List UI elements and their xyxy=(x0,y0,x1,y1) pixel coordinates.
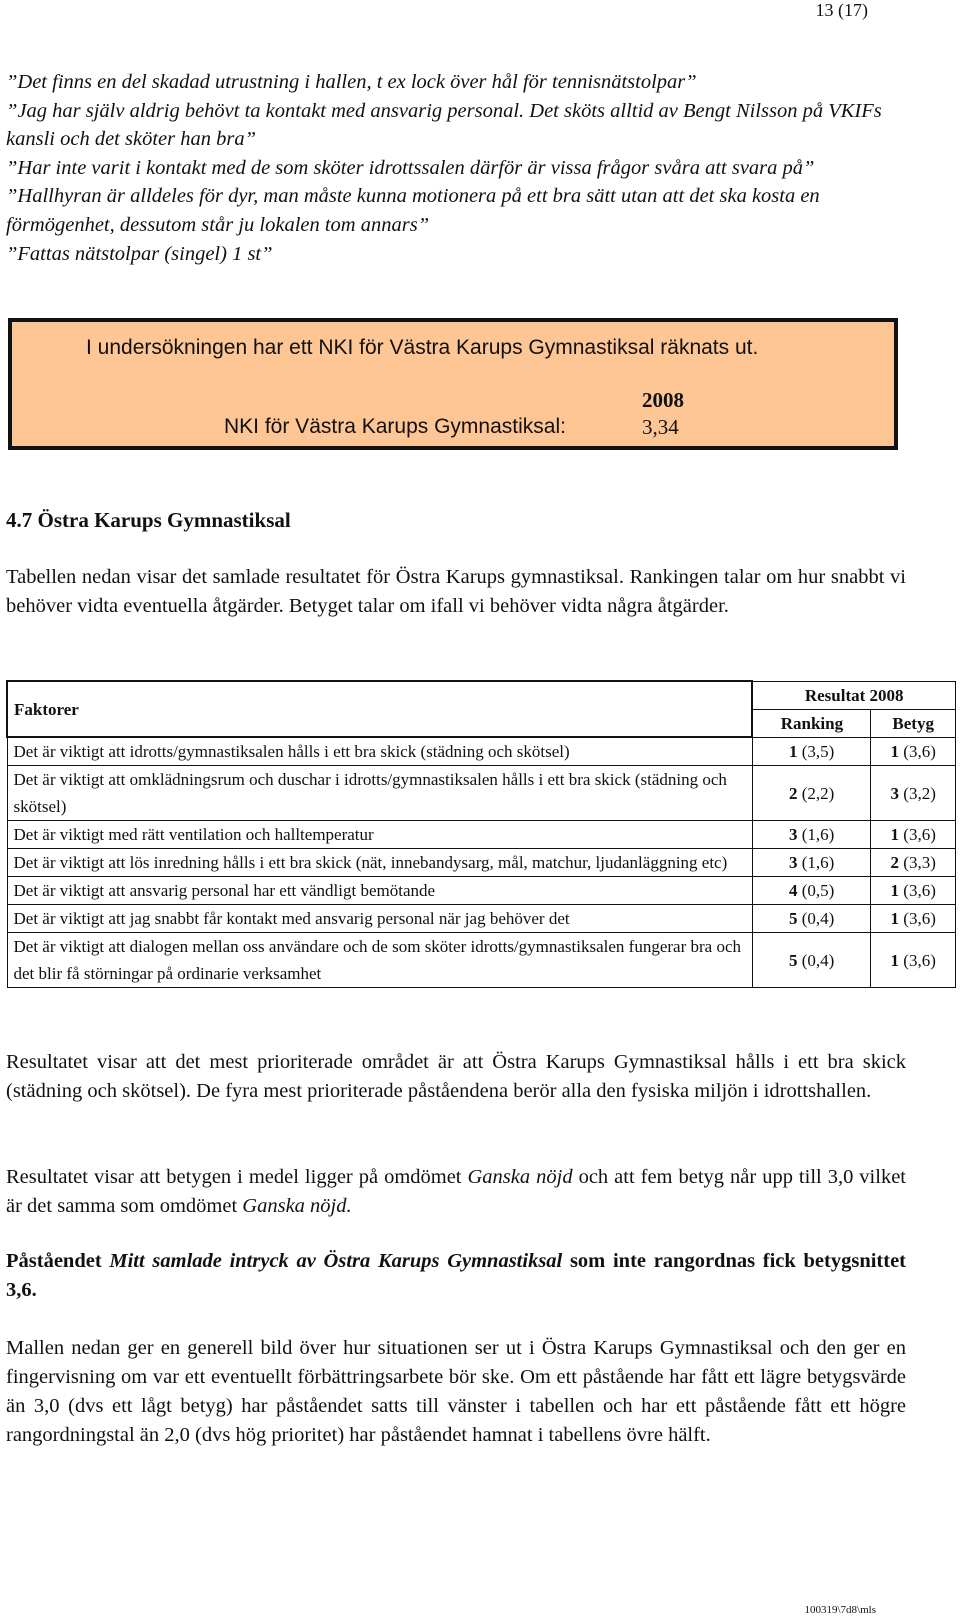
result-paragraph-2: Resultatet visar att betygen i medel ligger på omdömet Ganska nöjd och att fem betyg når upp till 3,0 vilket är det samma som omdömet Ganska nöjd. xyxy=(6,1166,906,1217)
quote: ”Har inte varit i kontakt med de som sköter idrottssalen därför är vissa frågor svåra att svara på” xyxy=(6,156,815,179)
ranking-cell: 2 (2,2) xyxy=(752,766,870,821)
result-header: Resultat 2008 xyxy=(752,681,955,709)
betyg-cell: 1 (3,6) xyxy=(871,905,956,933)
ranking-cell: 4 (0,5) xyxy=(752,877,870,905)
betyg-cell: 1 (3,6) xyxy=(871,737,956,766)
factor-cell: Det är viktigt att lös inredning hålls i ett bra skick (nät, innebandysarg, mål, matchur, ljudanläggning etc) xyxy=(7,849,752,877)
quote: ”Jag har själv aldrig behövt ta kontakt med ansvarig personal. Det sköts alltid av Bengt Nilsson på VKIFs kansli och det sköter han bra” xyxy=(6,99,882,151)
results-table xyxy=(6,680,956,988)
table-row xyxy=(7,849,956,877)
betyg-cell: 2 (3,3) xyxy=(871,849,956,877)
overall-impression-paragraph: Påståendet Mitt samlade intryck av Östra Karups Gymnastiksal som inte rangordnas fick betygsnittet 3,6. xyxy=(6,1250,906,1301)
table-row xyxy=(7,877,956,905)
ranking-header: Ranking xyxy=(752,709,870,737)
quote: ”Det finns en del skadad utrustning i hallen, t ex lock över hål för tennisnätstolpar” xyxy=(6,71,697,93)
factor-cell: Det är viktigt att jag snabbt får kontakt med ansvarig personal när jag behöver det xyxy=(7,905,752,933)
quote: ”Fattas nätstolpar (singel) 1 st” xyxy=(6,242,273,265)
betyg-cell: 1 (3,6) xyxy=(871,821,956,849)
nki-value: 3,34 xyxy=(642,415,679,439)
footer-reference: 100319\7d8\mls xyxy=(804,1604,876,1616)
table-row xyxy=(7,766,956,821)
nki-year: 2008 xyxy=(642,388,684,412)
ranking-cell: 5 (0,4) xyxy=(752,905,870,933)
quote: ”Hallhyran är alldeles för dyr, man måste kunna motionera på ett bra sätt utan att det ska kosta en förmögenhet, dessutom står ju lokalen tom annars” xyxy=(6,185,820,236)
betyg-cell: 1 (3,6) xyxy=(871,877,956,905)
betyg-cell: 3 (3,2) xyxy=(871,766,956,821)
table-row xyxy=(7,905,956,933)
page-number: 13 (17) xyxy=(815,0,868,20)
table-row xyxy=(7,821,956,849)
factors-header: Faktorer xyxy=(7,681,752,737)
respondent-quotes xyxy=(6,68,906,268)
betyg-cell: 1 (3,6) xyxy=(871,933,956,988)
factor-cell: Det är viktigt med rätt ventilation och halltemperatur xyxy=(7,821,752,849)
ranking-cell: 5 (0,4) xyxy=(752,933,870,988)
factor-cell: Det är viktigt att ansvarig personal har ett vändligt bemötande xyxy=(7,877,752,905)
factor-cell: Det är viktigt att dialogen mellan oss användare och de som sköter idrotts/gymnastiksalen fungerar bra och det blir få störningar på ordinarie verksamhet xyxy=(7,933,752,988)
table-row xyxy=(7,737,956,766)
result-paragraph-1: Resultatet visar att det mest prioriterade området är att Östra Karups Gymnastiksal hålls i ett bra skick (städning och skötsel). De fyra mest prioriterade påståendena berör alla den fysiska miljön i idrottshallen. xyxy=(6,1051,906,1102)
section-heading: 4.7 Östra Karups Gymnastiksal xyxy=(6,508,291,532)
betyg-header: Betyg xyxy=(871,709,956,737)
ranking-cell: 1 (3,5) xyxy=(752,737,870,766)
factor-cell: Det är viktigt att omklädningsrum och duschar i idrotts/gymnastiksalen hålls i ett bra skick (städning och skötsel) xyxy=(7,766,752,821)
nki-intro-text: I undersökningen har ett NKI för Västra Karups Gymnastiksal räknats ut. xyxy=(86,336,759,359)
factor-cell: Det är viktigt att idrotts/gymnastiksalen hålls i ett bra skick (städning och skötsel) xyxy=(7,737,752,766)
ranking-cell: 3 (1,6) xyxy=(752,849,870,877)
table-row xyxy=(7,933,956,988)
nki-summary-box xyxy=(8,318,898,450)
intro-paragraph: Tabellen nedan visar det samlade resultatet för Östra Karups gymnastiksal. Rankingen talar om hur snabbt vi behöver vidta eventuella åtgärder. Betyget talar om ifall vi behöver vidta några åtgärder. xyxy=(6,566,906,617)
template-paragraph: Mallen nedan ger en generell bild över hur situationen ser ut i Östra Karups Gymnastiksal och den ger en fingervisning om var ett eventuellt förbättringsarbete bör ske. Om ett påstående har fått ett lägre betygsvärde än 3,0 (dvs ett lågt betyg) har påståendet satts till vänster i tabellen och har ett påstående fått ett högre rangordningstal än 2,0 (dvs hög prioritet) har påståendet hamnat i tabellens övre hälft. xyxy=(6,1337,906,1446)
nki-label: NKI för Västra Karups Gymnastiksal: xyxy=(224,415,566,438)
ranking-cell: 3 (1,6) xyxy=(752,821,870,849)
